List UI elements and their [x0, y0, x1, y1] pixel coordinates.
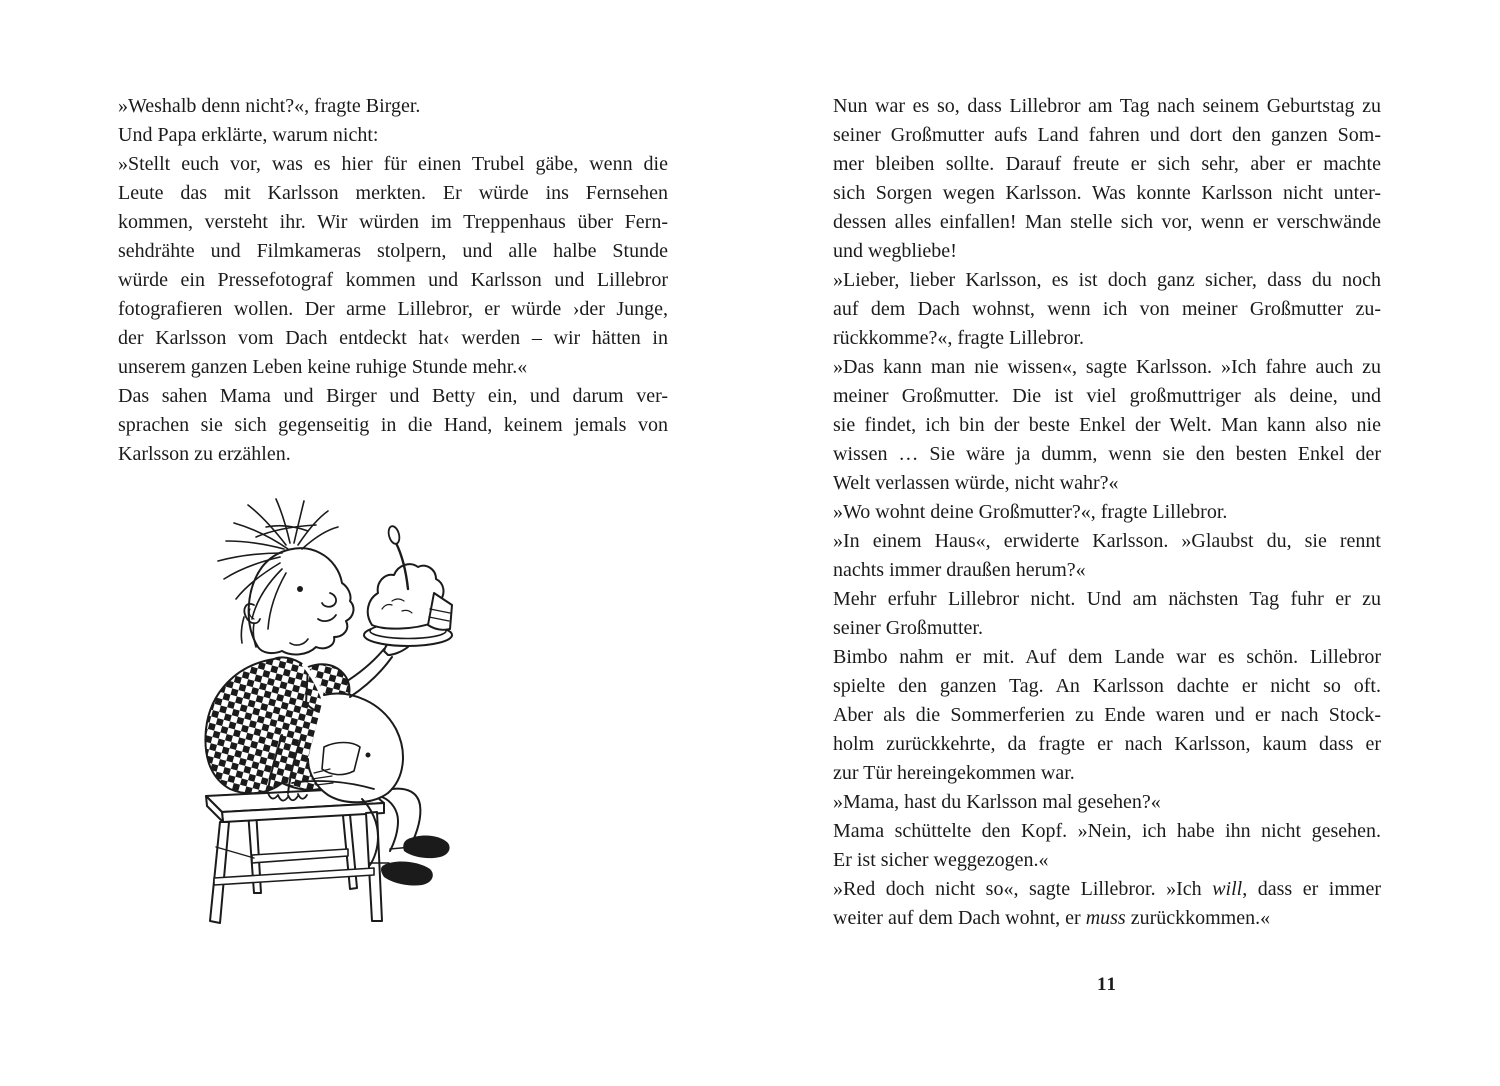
text-line: rückkomme?«, fragte Lillebror.: [833, 327, 1085, 349]
text-line: unserem ganzen Leben keine ruhige Stunde mehr.«: [118, 356, 528, 378]
text-line: »Stellt euch vor, was es hier für einen Trubel gäbe, wenn die: [118, 153, 668, 175]
text-line: »Weshalb denn nicht?«, fragte Birger.: [118, 95, 421, 117]
text-line: seiner Großmutter.: [833, 617, 983, 639]
text-line: Und Papa erklärte, warum nicht:: [118, 124, 379, 146]
text-line: wissen … Sie wäre ja dumm, wenn sie den besten Enkel der: [833, 443, 1381, 465]
text-line: Das sahen Mama und Birger und Betty ein, und darum ver-: [118, 385, 668, 407]
text-line: sehdrähte und Filmkameras stolpern, und alle halbe Stunde: [118, 240, 668, 262]
text-line: »Lieber, lieber Karlsson, es ist doch ganz sicher, dass du noch: [833, 269, 1381, 291]
text-line: Mehr erfuhr Lillebror nicht. Und am nächsten Tag fuhr er zu: [833, 588, 1381, 610]
text-line: zur Tür hereingekommen war.: [833, 762, 1075, 784]
text-line: Welt verlassen würde, nicht wahr?«: [833, 472, 1119, 494]
karlsson-stool-illustration: [196, 497, 456, 927]
text-line: sich Sorgen wegen Karlsson. Was konnte Karlsson nicht unter-: [833, 182, 1381, 204]
text-line: weiter auf dem Dach wohnt, er muss zurückkommen.«: [833, 907, 1271, 929]
text-line: »Wo wohnt deine Großmutter?«, fragte Lillebror.: [833, 501, 1228, 523]
text-line: mer bleiben sollte. Darauf freute er sich sehr, aber er machte: [833, 153, 1381, 175]
text-line: »Red doch nicht so«, sagte Lillebror. »Ich will, dass er immer: [833, 878, 1381, 900]
text-column-right: [833, 92, 1381, 933]
karlsson-illustration-svg: [196, 497, 456, 927]
text-line: spielte den ganzen Tag. An Karlsson dachte er nicht so oft.: [833, 675, 1381, 697]
page-left: [118, 92, 668, 927]
text-line: der Karlsson vom Dach entdeckt hat‹ werden – wir hätten in: [118, 327, 668, 349]
text-line: »Mama, hast du Karlsson mal gesehen?«: [833, 791, 1161, 813]
text-line: Aber als die Sommerferien zu Ende waren und er nach Stock-: [833, 704, 1381, 726]
page-right: [833, 92, 1381, 933]
text-line: kommen, versteht ihr. Wir würden im Treppenhaus über Fern-: [118, 211, 668, 233]
text-line: sprachen sie sich gegenseitig in die Hand, keinem jemals von: [118, 414, 668, 436]
text-line: seiner Großmutter aufs Land fahren und dort den ganzen Som-: [833, 124, 1381, 146]
text-line: würde ein Pressefotograf kommen und Karlsson und Lillebror: [118, 269, 668, 291]
text-line: Bimbo nahm er mit. Auf dem Lande war es schön. Lillebror: [833, 646, 1381, 668]
text-line: nachts immer draußen herum?«: [833, 559, 1086, 581]
page-number: 11: [1097, 974, 1117, 995]
text-column-left: [118, 92, 668, 469]
text-line: meiner Großmutter. Die ist viel großmuttriger als deine, und: [833, 385, 1381, 407]
text-line: holm zurückkehrte, da fragte er nach Karlsson, kaum dass er: [833, 733, 1381, 755]
text-line: Er ist sicher weggezogen.«: [833, 849, 1049, 871]
text-line: Nun war es so, dass Lillebror am Tag nach seinem Geburtstag zu: [833, 95, 1381, 117]
text-line: dessen alles einfallen! Man stelle sich vor, wenn er verschwände: [833, 211, 1381, 233]
text-line: Karlsson zu erzählen.: [118, 443, 291, 465]
text-line: »In einem Haus«, erwiderte Karlsson. »Glaubst du, sie rennt: [833, 530, 1381, 552]
text-line: und wegbliebe!: [833, 240, 957, 262]
text-line: fotografieren wollen. Der arme Lillebror, er würde ›der Junge,: [118, 298, 668, 320]
text-line: Mama schüttelte den Kopf. »Nein, ich habe ihn nicht gesehen.: [833, 820, 1381, 842]
text-line: »Das kann man nie wissen«, sagte Karlsson. »Ich fahre auch zu: [833, 356, 1381, 378]
text-line: Leute das mit Karlsson merkten. Er würde ins Fernsehen: [118, 182, 668, 204]
text-line: sie findet, ich bin der beste Enkel der Welt. Man kann also nie: [833, 414, 1381, 436]
text-line: auf dem Dach wohnst, wenn ich von meiner Großmutter zu-: [833, 298, 1381, 320]
